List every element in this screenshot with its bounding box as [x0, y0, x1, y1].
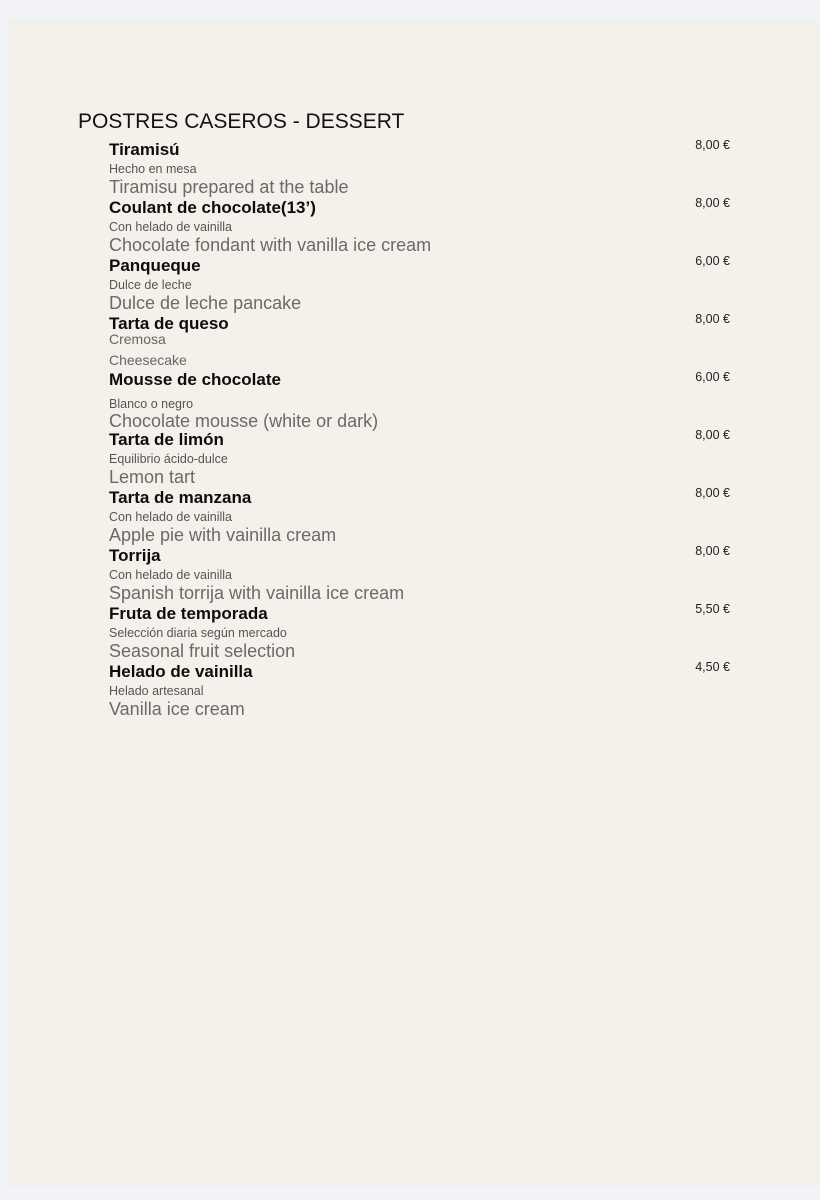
item-price: 8,00 €: [695, 428, 730, 442]
item-english: Cheesecake: [109, 352, 187, 368]
item-english: Vanilla ice cream: [109, 699, 245, 719]
item-name: Tarta de manzana: [109, 488, 252, 507]
menu-item-tarta-manzana: [109, 486, 739, 544]
item-description: Equilibrio ácido-dulce: [109, 452, 228, 466]
item-price: 5,50 €: [695, 602, 730, 616]
item-price: 8,00 €: [695, 138, 730, 152]
item-description: Blanco o negro: [109, 397, 194, 411]
item-english: Chocolate fondant with vanilla ice cream: [109, 235, 432, 255]
menu-title: POSTRES CASEROS - DESSERT: [78, 110, 405, 133]
menu-item-tarta-queso: [109, 312, 739, 370]
menu-item-torrija: [109, 544, 739, 602]
item-english: Seasonal fruit selection: [109, 641, 296, 661]
item-price: 8,00 €: [695, 196, 730, 210]
item-price: 4,50 €: [695, 660, 730, 674]
item-price: 8,00 €: [695, 544, 730, 558]
item-name: Tiramisú: [109, 140, 180, 159]
item-description: Con helado de vainilla: [109, 220, 233, 234]
item-price: 6,00 €: [695, 370, 730, 384]
item-english: Apple pie with vainilla cream: [109, 525, 337, 545]
menu-item-tiramisu: [109, 138, 739, 196]
item-english: Lemon tart: [109, 467, 196, 487]
item-name: Coulant de chocolate(13’): [109, 198, 316, 217]
item-name: Tarta de limón: [109, 430, 224, 449]
item-price: 8,00 €: [695, 486, 730, 500]
item-english: Tiramisu prepared at the table: [109, 177, 349, 197]
item-price: 8,00 €: [695, 312, 730, 326]
menu-item-panqueque: [109, 254, 739, 312]
item-description: Hecho en mesa: [109, 162, 197, 176]
item-name: Tarta de queso: [109, 314, 229, 333]
item-name: Fruta de temporada: [109, 604, 268, 623]
item-price: 6,00 €: [695, 254, 730, 268]
item-description: Cremosa: [109, 331, 166, 347]
menu-item-fruta: [109, 602, 739, 660]
menu-item-helado: [109, 660, 739, 718]
item-description: Dulce de leche: [109, 278, 192, 292]
menu-item-tarta-limon: [109, 428, 739, 486]
menu-item-mousse: [109, 370, 739, 431]
menu-page: [9, 22, 820, 1185]
item-description: Con helado de vainilla: [109, 510, 233, 524]
item-name: Panqueque: [109, 256, 201, 275]
menu-item-coulant: [109, 196, 739, 254]
item-name: Helado de vainilla: [109, 662, 253, 681]
item-description: Helado artesanal: [109, 684, 204, 698]
item-name: Torrija: [109, 546, 161, 565]
item-english: Chocolate mousse (white or dark): [109, 411, 379, 431]
dessert-list: [109, 138, 739, 718]
item-name: Mousse de chocolate: [109, 370, 281, 389]
item-english: Spanish torrija with vainilla ice cream: [109, 583, 405, 603]
item-description: Selección diaria según mercado: [109, 626, 287, 640]
item-english: Dulce de leche pancake: [109, 293, 302, 313]
item-description: Con helado de vainilla: [109, 568, 233, 582]
